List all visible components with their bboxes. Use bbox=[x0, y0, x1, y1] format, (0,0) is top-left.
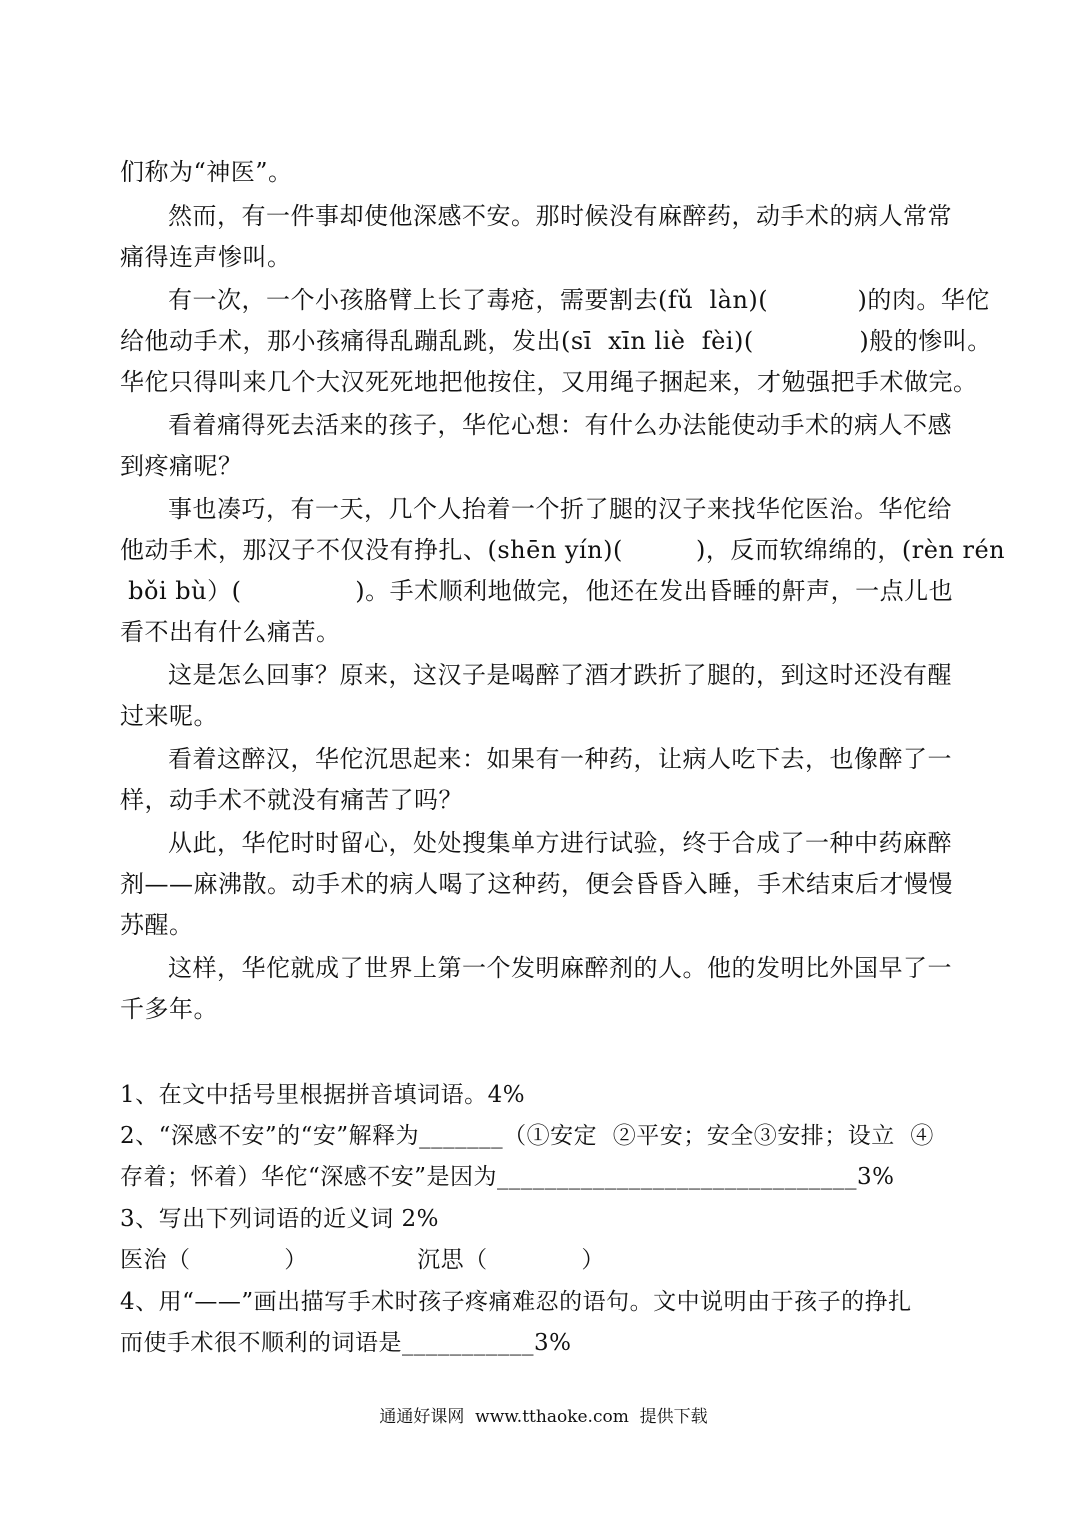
passage-line: 痛得连声惨叫。 bbox=[120, 243, 292, 271]
passage-line: 给他动手术，那小孩痛得乱蹦乱跳，发出(sī xīn liè fèi)( )般的惨叫。 bbox=[120, 327, 992, 355]
passage-paragraph-start: 这是怎么回事？原来，这汉子是喝醉了酒才跌折了腿的，到这时还没有醒 bbox=[168, 661, 952, 689]
question-1: 1、在文中括号里根据拼音填词语。4% bbox=[120, 1082, 526, 1108]
passage-paragraph-start: 看着痛得死去活来的孩子，华佗心想：有什么办法能使动手术的病人不感 bbox=[168, 411, 952, 439]
passage-paragraph-start: 看着这醉汉，华佗沉思起来：如果有一种药，让病人吃下去，也像醉了一 bbox=[168, 745, 952, 773]
passage-line: 苏醒。 bbox=[120, 911, 194, 939]
passage-line: 过来呢。 bbox=[120, 702, 218, 730]
passage-paragraph-start: 事也凑巧，有一天，几个人抬着一个折了腿的汉子来找华佗医治。华佗给 bbox=[168, 495, 952, 523]
question-2: 2、“深感不安”的“安”解释为_______（①安定 ②平安；安全③安排；设立 ④ bbox=[120, 1123, 934, 1149]
question-4: 4、用“——”画出描写手术时孩子疼痛难忍的语句。文中说明由于孩子的挣扎 bbox=[120, 1289, 912, 1315]
question-3: 3、写出下列词语的近义词 2% bbox=[120, 1206, 439, 1232]
question-3-synonym-blanks: 医治（ ） 沉思（ ） bbox=[120, 1247, 605, 1273]
passage-paragraph-start: 这样，华佗就成了世界上第一个发明麻醉剂的人。他的发明比外国早了一 bbox=[168, 954, 952, 982]
passage-paragraph-start: 有一次，一个小孩胳臂上长了毒疮，需要割去(fǔ làn)( )的肉。华佗 bbox=[168, 286, 990, 314]
passage-line: 千多年。 bbox=[120, 995, 218, 1023]
passage-line: 华佗只得叫来几个大汉死死地把他按住，又用绳子捆起来，才勉强把手术做完。 bbox=[120, 368, 978, 396]
passage-paragraph-start: 然而，有一件事却使他深感不安。那时候没有麻醉药，动手术的病人常常 bbox=[168, 202, 952, 230]
passage-line: 到疼痛呢？ bbox=[120, 452, 243, 480]
passage-line: 他动手术，那汉子不仅没有挣扎、(shēn yín)( )，反而软绵绵的，(rèn rén bbox=[120, 536, 1006, 564]
passage-line: 样，动手术不就没有痛苦了吗？ bbox=[120, 786, 463, 814]
question-4-continued: 而使手术很不顺利的词语是___________3% bbox=[120, 1330, 572, 1356]
passage-line: bǒi bù）( )。手术顺利地做完，他还在发出昏睡的鼾声，一点儿也 bbox=[120, 577, 954, 605]
passage-line: 剂——麻沸散。动手术的病人喝了这种药，便会昏昏入睡，手术结束后才慢慢 bbox=[120, 870, 953, 898]
passage-paragraph-start: 从此，华佗时时留心，处处搜集单方进行试验，终于合成了一种中药麻醉 bbox=[168, 829, 952, 857]
passage-line: 看不出有什么痛苦。 bbox=[120, 618, 341, 646]
passage-line: 们称为“神医”。 bbox=[120, 158, 293, 186]
question-2-continued: 存着；怀着）华佗“深感不安”是因为______________________________3% bbox=[120, 1164, 895, 1190]
page-footer: 通通好课网 www.tthaoke.com 提供下载 bbox=[379, 1407, 708, 1427]
